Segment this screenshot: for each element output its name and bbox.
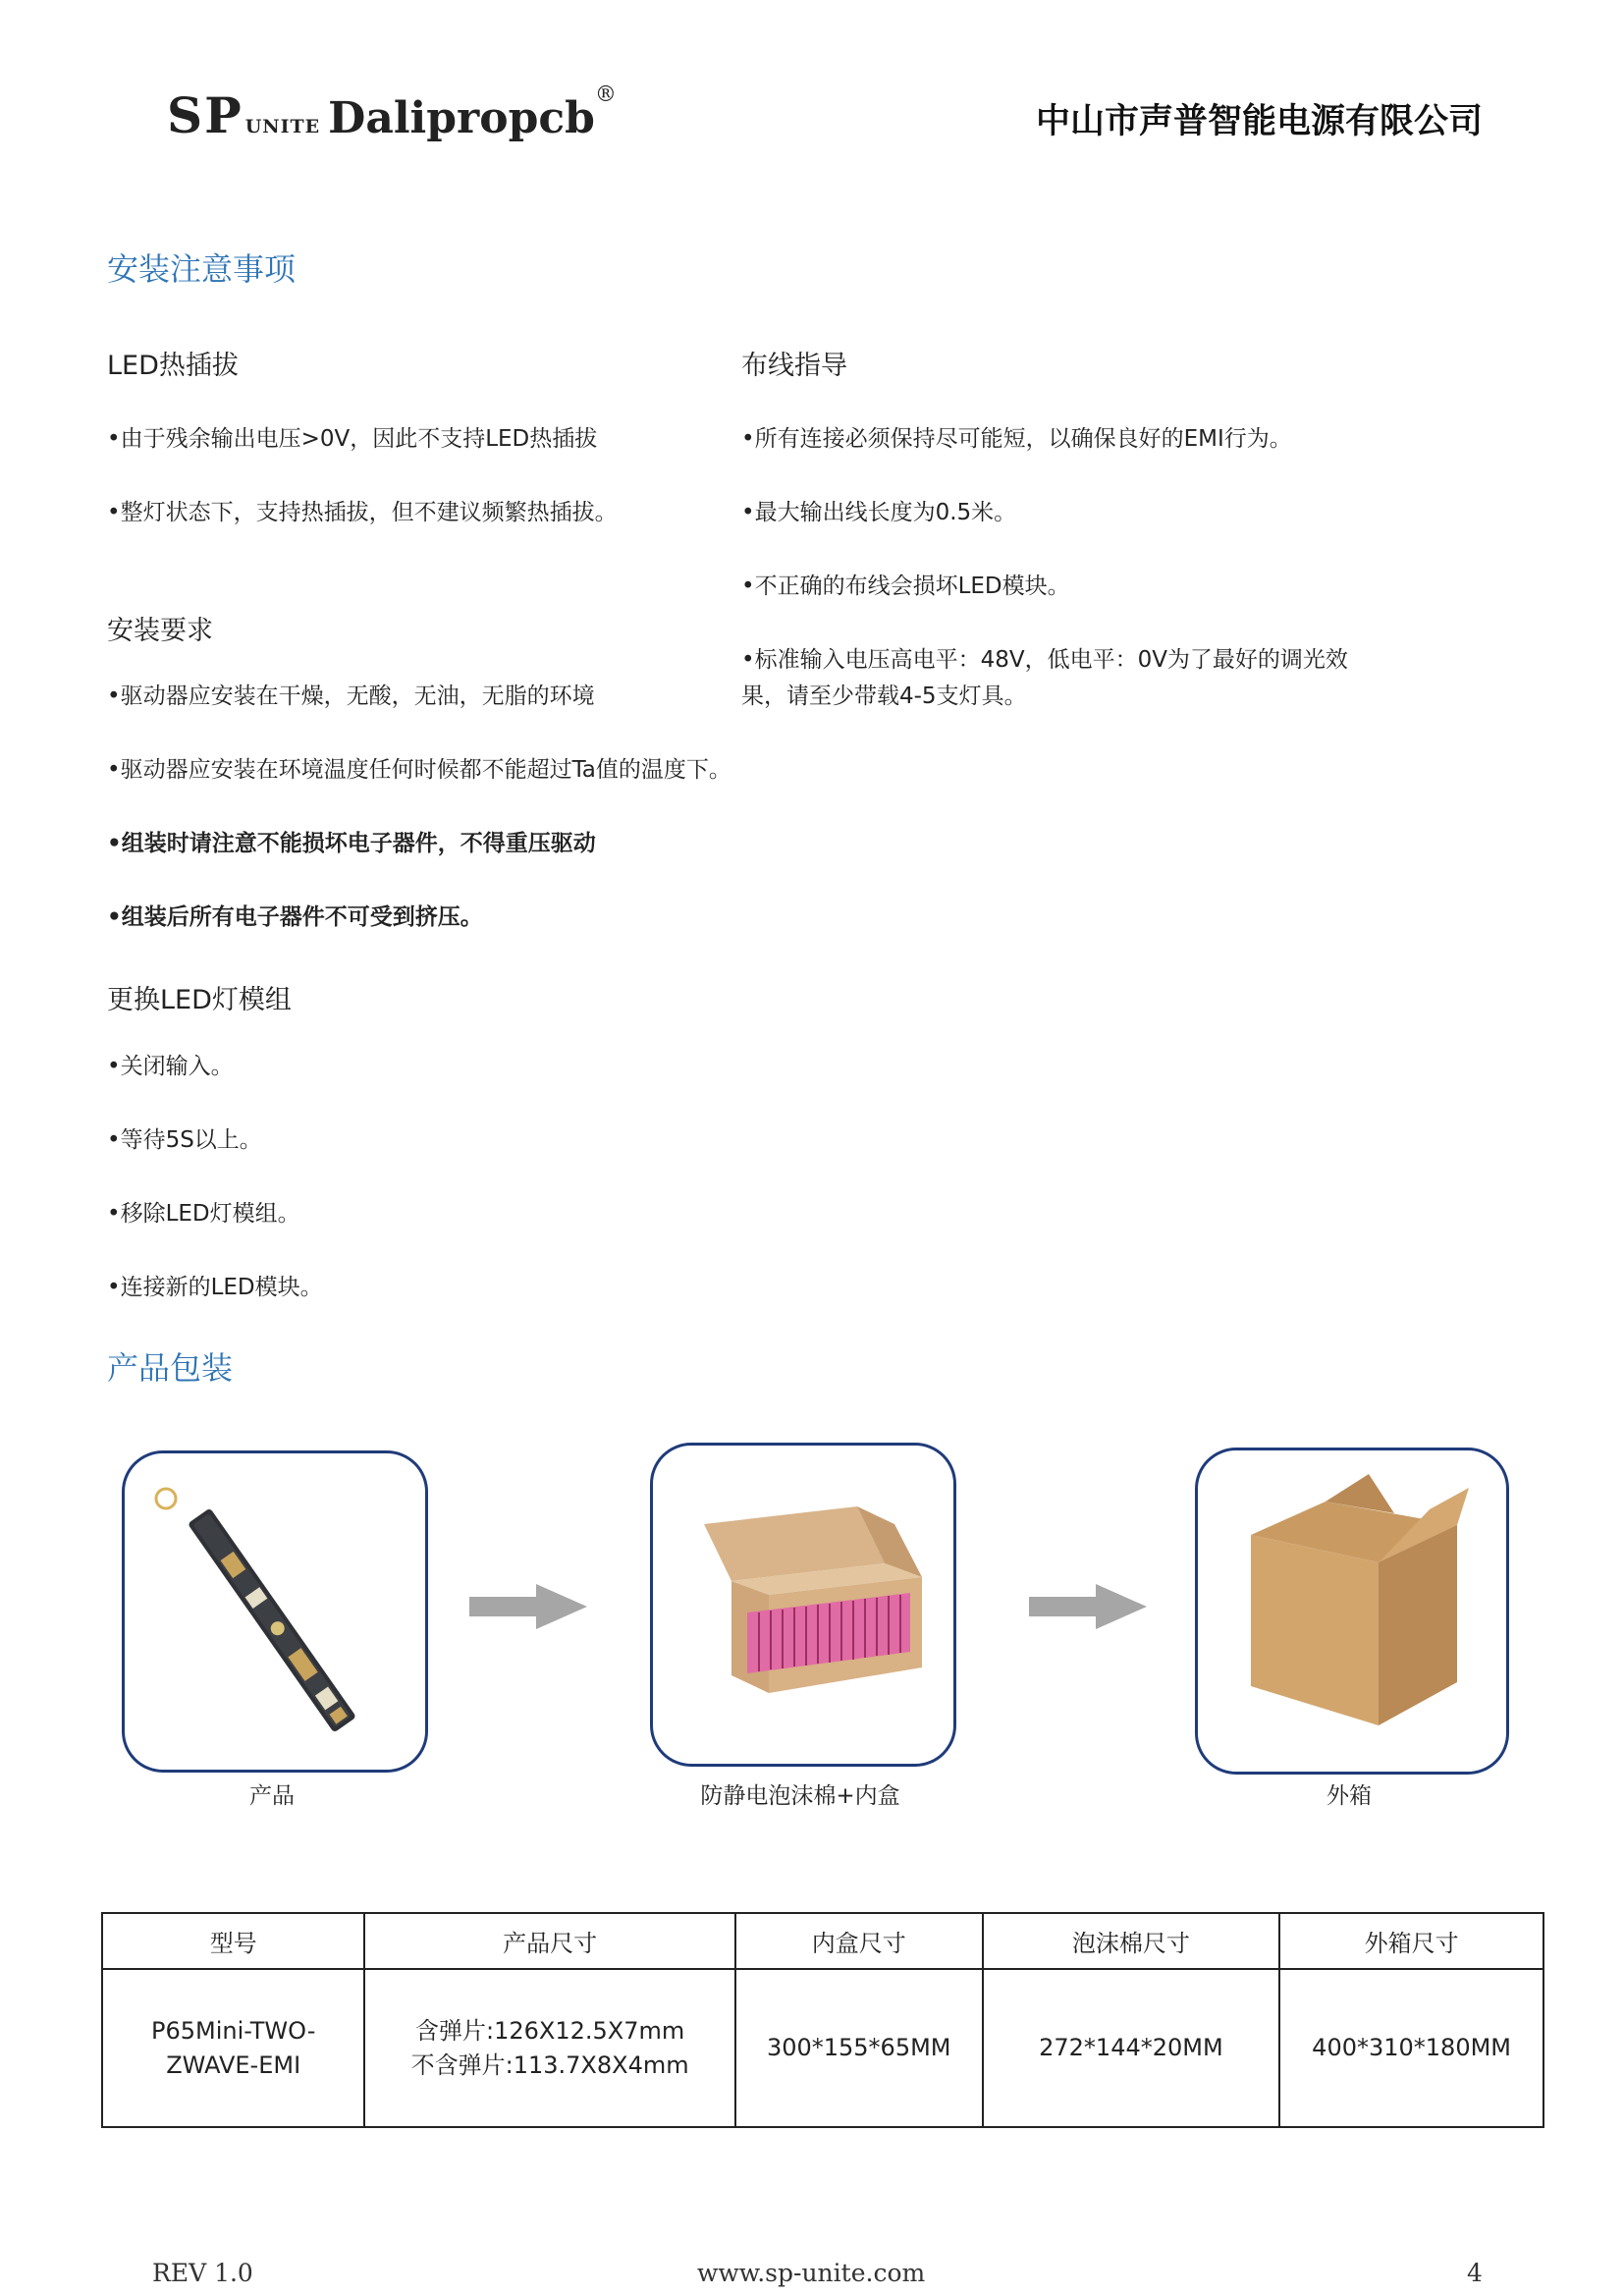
table-header-row bbox=[102, 1913, 1543, 1969]
hotplug-item: •整灯状态下，支持热插拔，但不建议频繁热插拔。 bbox=[107, 500, 618, 525]
requirements-item: •驱动器应安装在环境温度任何时候都不能超过Ta值的温度下。 bbox=[107, 757, 731, 783]
replace-item: •关闭输入。 bbox=[107, 1054, 234, 1079]
wiring-item: •最大输出线长度为0.5米。 bbox=[741, 500, 1017, 525]
revision-label: REV 1.0 bbox=[152, 2259, 253, 2287]
size-line: 含弹片:126X12.5X7mm bbox=[414, 2016, 685, 2045]
wiring-heading: 布线指导 bbox=[741, 351, 847, 381]
wiring-item: •标准输入电压高电平：48V，低电平：0V为了最好的调光效 bbox=[741, 647, 1348, 673]
step-caption: 防静电泡沫棉+内盒 bbox=[700, 1783, 900, 1809]
replace-item: •连接新的LED模块。 bbox=[107, 1275, 323, 1300]
brand-logo bbox=[167, 82, 617, 144]
foam-size-cell: 272*144*20MM bbox=[983, 1969, 1280, 2127]
table-header-cell: 外箱尺寸 bbox=[1279, 1913, 1543, 1969]
logo-unite: UNITE bbox=[244, 116, 321, 137]
hotplug-item: •由于残余输出电压>0V，因此不支持LED热插拔 bbox=[107, 426, 598, 452]
wiring-item: •所有连接必须保持尽可能短，以确保良好的EMI行为。 bbox=[741, 426, 1292, 452]
table-header-cell: 产品尺寸 bbox=[364, 1913, 734, 1969]
table-header-cell: 泡沫棉尺寸 bbox=[983, 1913, 1280, 1969]
wiring-item: 果，请至少带载4-5支灯具。 bbox=[741, 683, 1027, 709]
model-cell bbox=[102, 1969, 364, 2127]
arrow-right-icon bbox=[469, 1584, 587, 1629]
logo-brand: Dalipropcb bbox=[328, 93, 595, 143]
table-header-cell: 型号 bbox=[102, 1913, 364, 1969]
packaging-spec-table bbox=[101, 1912, 1544, 2128]
carton-box-icon bbox=[1198, 1450, 1506, 1772]
product-size-cell bbox=[364, 1969, 734, 2127]
arrow-right-icon bbox=[1029, 1584, 1147, 1629]
registered-mark: ® bbox=[594, 82, 617, 107]
model-line: ZWAVE-EMI bbox=[166, 2050, 301, 2079]
step-caption: 产品 bbox=[249, 1783, 295, 1809]
inner-box-size-cell: 300*155*65MM bbox=[735, 1969, 983, 2127]
requirements-heading: 安装要求 bbox=[107, 616, 213, 646]
wiring-item: •不正确的布线会损坏LED模块。 bbox=[741, 574, 1070, 599]
requirements-item: •驱动器应安装在干燥，无酸，无油，无脂的环境 bbox=[107, 683, 595, 709]
hotplug-heading: LED热插拔 bbox=[107, 351, 239, 381]
logo-sp: SP bbox=[167, 86, 244, 144]
replace-item: •移除LED灯模组。 bbox=[107, 1201, 300, 1227]
packaging-section-title: 产品包装 bbox=[107, 1349, 234, 1387]
table-row bbox=[102, 1969, 1543, 2127]
inner-box-icon bbox=[653, 1446, 953, 1764]
step-caption: 外箱 bbox=[1326, 1783, 1372, 1809]
replace-item: •等待5S以上。 bbox=[107, 1127, 262, 1153]
product-image-frame bbox=[122, 1450, 428, 1773]
replace-heading: 更换LED灯模组 bbox=[107, 985, 292, 1015]
requirements-item: •组装后所有电子器件不可受到挤压。 bbox=[107, 904, 483, 930]
requirements-item: •组装时请注意不能损坏电子器件，不得重压驱动 bbox=[107, 831, 596, 856]
website-url: www.sp-unite.com bbox=[697, 2259, 926, 2287]
inner-box-image-frame bbox=[650, 1443, 956, 1767]
size-line: 不含弹片:113.7X8X4mm bbox=[410, 2050, 689, 2079]
outer-box-size-cell: 400*310*180MM bbox=[1279, 1969, 1543, 2127]
model-line: P65Mini-TWO- bbox=[151, 2016, 316, 2045]
company-name: 中山市声普智能电源有限公司 bbox=[1035, 102, 1483, 141]
page-number: 4 bbox=[1467, 2259, 1483, 2287]
driver-board-icon bbox=[125, 1453, 425, 1770]
carton-image-frame bbox=[1195, 1448, 1509, 1775]
table-header-cell: 内盒尺寸 bbox=[735, 1913, 983, 1969]
install-section-title: 安装注意事项 bbox=[107, 250, 297, 288]
